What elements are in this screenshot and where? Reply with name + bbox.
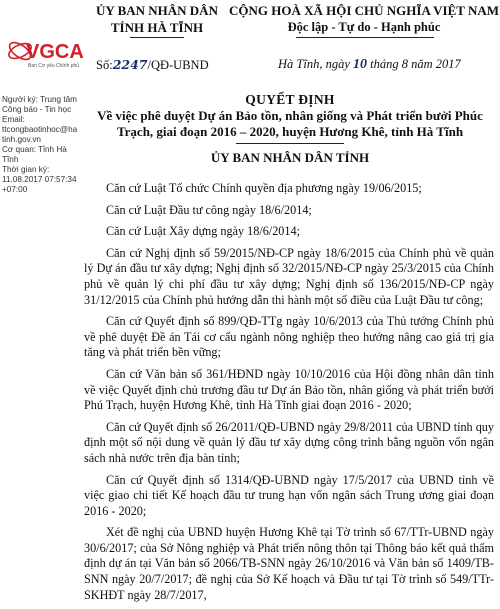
national-motto: Độc lập - Tự do - Hạnh phúc xyxy=(287,20,441,34)
sign-time-line: Thời gian ký: 11.08.2017 07:57:34 +07:00 xyxy=(2,165,77,194)
legal-basis-paragraph: Căn cứ Luật Đầu tư công ngày 18/6/2014; xyxy=(106,202,312,217)
date-prefix: Hà Tĩnh, ngày xyxy=(278,57,350,71)
date-rest: tháng 8 năm 2017 xyxy=(370,57,461,71)
decision-subject: Về việc phê duyệt Dự án Bảo tồn, nhân giống và Phát triển bưởi Phúc Trạch, giai đoạn 2016 – 2020, huyện Hương Khê, tỉnh Hà Tĩnh xyxy=(97,108,483,139)
agency-line: Cơ quan: Tỉnh Hà Tĩnh xyxy=(2,145,67,164)
logo-text: VGCA xyxy=(26,41,84,63)
document-title xyxy=(80,92,500,140)
doc-no-handwritten: 2247 xyxy=(112,57,148,72)
document-body xyxy=(84,181,494,609)
document-number xyxy=(96,57,209,73)
vgca-logo xyxy=(4,36,92,72)
logo-subtext: Ban Cơ yếu Chính phủ xyxy=(28,63,80,69)
date-day-handwritten: 10 xyxy=(353,57,367,72)
title-underline xyxy=(236,143,344,144)
issuer-line-1: ỦY BAN NHÂN DÂN xyxy=(96,3,218,18)
issuer-header xyxy=(72,2,242,36)
legal-basis-paragraph: Căn cứ Nghị định số 59/2015/NĐ-CP ngày 18/6/2015 của Chính phủ về quản lý Dự án đầu tư xây dựng; Nghị định số 32/2015/NĐ-CP ngày 25/3/2015 của Chính phủ về quản lý chi phí đầu tư xây dựng; Nghị định số 136/2015/NĐ-CP ngày 31/12/2015 của Chính phủ hướng dẫn thi hành một số điều của Luật Đầu tư công; xyxy=(84,245,494,307)
signer-line: Người ký: Trung tâm Công báo - Tin học xyxy=(2,95,78,114)
decision-kind: QUYẾT ĐỊNH xyxy=(245,92,335,107)
issuer-line-2: TỈNH HÀ TĨNH xyxy=(110,20,204,35)
legal-basis-paragraph: Căn cứ Quyết định số 26/2011/QĐ-UBND ngày 29/8/2011 của UBND tỉnh quy định một số nội dung về quản lý đầu tư xây dựng công trình bằng nguồn vốn ngân sách nhà nước trên địa bàn tỉnh; xyxy=(84,419,494,465)
doc-no-prefix: Số: xyxy=(96,58,113,72)
legal-basis-paragraph: Căn cứ Văn bản số 361/HĐND ngày 10/10/2016 của Hội đồng nhân dân tỉnh về việc Quyết định chủ trương đầu tư Dự án Bảo tồn, nhân giống và phát triển bưởi Phú Trạch, huyện Hương Khê, tỉnh Hà Tĩnh giai đoạn 2016 - 2020; xyxy=(84,366,494,413)
motto-underline xyxy=(296,37,434,38)
proposal-paragraph: Xét đề nghị của UBND huyện Hương Khê tại Tờ trình số 67/TTr-UBND ngày 30/6/2017; của Sở Nông nghiệp và Phát triển nông thôn tại Thông báo kết quả thẩm định dự án tại Văn bản số 2066/TB-SNN ngày 26/10/2016 và Văn bản số 1409/TB-SNN ngày 20/7/2017; đề nghị của Sở Kế hoạch và Đầu tư tại Tờ trình số 549/TTr-SKHĐT ngày 28/7/2017, xyxy=(84,525,494,602)
legal-basis-paragraph: Căn cứ Quyết định số 1314/QĐ-UBND ngày 17/5/2017 của UBND tỉnh về việc giao chi tiết Kế hoạch đầu tư trung hạn vốn ngân sách Trung ương giai đoạn 2016 - 2020; xyxy=(84,472,494,518)
email-line: Email: ttcongbaotinhoc@hatinh.gov.vn xyxy=(2,115,78,144)
document-date xyxy=(278,57,461,73)
issuer-underline xyxy=(130,37,184,38)
country-name: CỘNG HOÀ XÃ HỘI CHỦ NGHĨA VIỆT NAM xyxy=(228,3,500,18)
national-header xyxy=(228,2,500,36)
legal-basis-paragraph: Căn cứ Quyết định số 899/QĐ-TTg ngày 10/6/2013 của Thủ tướng Chính phủ về phê duyệt Đề án Tái cơ cấu ngành nông nghiệp theo hướng nâng cao giá trị gia tăng và phát triển bền vững; xyxy=(84,314,494,360)
legal-basis-paragraph: Căn cứ Luật Xây dựng ngày 18/6/2014; xyxy=(106,224,300,239)
doc-no-suffix: /QĐ-UBND xyxy=(147,58,209,72)
issuing-authority: ỦY BAN NHÂN DÂN TỈNH xyxy=(210,150,370,165)
legal-basis-paragraph: Căn cứ Luật Tổ chức Chính quyền địa phương ngày 19/06/2015; xyxy=(106,181,422,195)
digital-signature-info xyxy=(2,95,78,195)
